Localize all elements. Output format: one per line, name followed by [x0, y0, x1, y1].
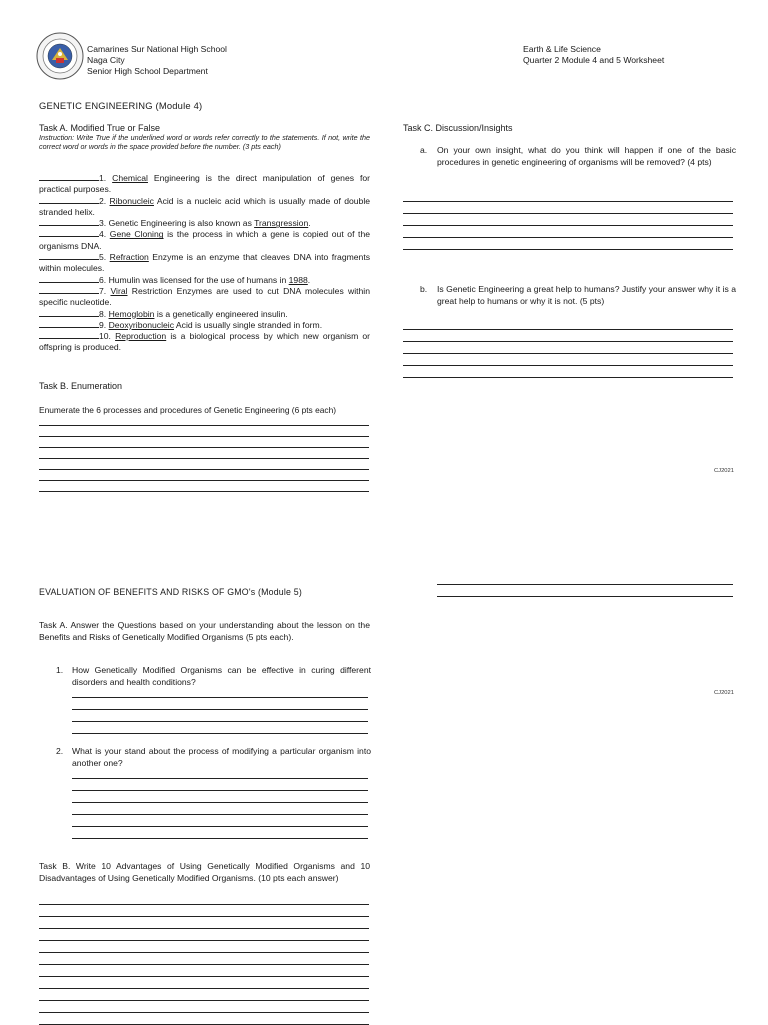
underlined-term: Chemical [112, 173, 148, 183]
tf-item-5: 5. Refraction Enzyme is an enzyme that cleaves DNA into fragments within molecules. [39, 252, 370, 274]
task-b-instruction: Enumerate the 6 processes and procedures of Genetic Engineering (6 pts each) [39, 405, 337, 415]
tf-item-3: 3. Genetic Engineering is also known as Transgression. [39, 218, 370, 229]
tf-item-10: 10. Reproduction is a biological process by which new organism or offspring is produced. [39, 331, 370, 353]
module4-title: GENETIC ENGINEERING (Module 4) [39, 100, 203, 111]
answer-lines-1[interactable] [72, 688, 368, 734]
answer-blank[interactable] [39, 229, 99, 237]
tf-item-6: 6. Humulin was licensed for the use of humans in 1988. [39, 275, 370, 286]
school-logo [36, 32, 84, 80]
answer-blank[interactable] [39, 320, 99, 328]
underlined-term: Reproduction [115, 331, 167, 342]
answer-blank[interactable] [39, 286, 99, 294]
answer-lines-2[interactable] [72, 769, 368, 839]
answer-blank[interactable] [39, 218, 99, 226]
question-a-text: On your own insight, what do you think will happen if one of the basic procedures in genetic engineering of organisms will be removed? (4 pts) [437, 145, 736, 167]
page-footer-code: CJ2021 [714, 468, 734, 474]
module5-task-a-intro: Task A. Answer the Questions based on your understanding about the lesson on the Benefits and Risks of Genetically Modified Organisms (5 pts each). [39, 620, 370, 642]
answer-blank[interactable] [39, 196, 99, 204]
module5-title: EVALUATION OF BENEFITS AND RISKS OF GMO's (Module 5) [39, 587, 303, 597]
tf-item-8: 8. Hemoglobin is a genetically engineered insulin. [39, 309, 370, 320]
answer-blank[interactable] [39, 173, 99, 181]
tf-item-1: 1. Chemical Engineering is the direct manipulation of genes for practical purposes. [39, 173, 371, 195]
school-city: Naga City [87, 55, 125, 65]
question-a-marker: a. [420, 145, 428, 155]
task-b-title: Task B. Enumeration [39, 381, 123, 391]
continued-answer-lines[interactable] [437, 573, 733, 597]
task-c-title: Task C. Discussion/Insights [403, 123, 513, 133]
question-b-text: Is Genetic Engineering a great help to humans? Justify your answer why it is a great help to humans or why it is not. (5 pts) [437, 284, 736, 306]
answer-blank[interactable] [39, 252, 99, 260]
underlined-term: Hemoglobin [108, 308, 155, 319]
underlined-term: 1988 [288, 274, 308, 285]
answer-blank[interactable] [39, 309, 99, 317]
tf-item-2: 2. Ribonucleic Acid is a nucleic acid which is usually made of double stranded helix. [39, 195, 371, 217]
tf-item-9: 9. Deoxyribonucleic Acid is usually single stranded in form. [39, 320, 370, 331]
question-2-marker: 2. [56, 746, 64, 756]
subject-name: Earth & Life Science [523, 44, 601, 54]
enumeration-answer-lines[interactable] [39, 415, 369, 485]
underlined-term: Refraction [109, 252, 149, 263]
answer-lines-a[interactable] [403, 192, 733, 250]
underlined-term: Gene Cloning [109, 229, 164, 240]
answer-blank[interactable] [39, 275, 99, 283]
tf-item-4: 4. Gene Cloning is the process in which a gene is copied out of the organisms DNA. [39, 229, 370, 251]
question-2-text: What is your stand about the process of modifying a particular organism into another one? [72, 746, 371, 768]
question-1-marker: 1. [56, 665, 64, 675]
school-department: Senior High School Department [87, 66, 208, 76]
question-1-text: How Genetically Modified Organisms can be effective in curing different disorders and health conditions? [72, 665, 371, 687]
question-b-marker: b. [420, 284, 428, 294]
underlined-term: Transgression [254, 218, 309, 229]
answer-blank[interactable] [39, 331, 99, 339]
task-a-instruction: Instruction: Write True if the underlined word or words refer correctly to the statements. If not, write the correct word or words in the space provided before the number. (3 pts each) [39, 133, 370, 151]
worksheet-title: Quarter 2 Module 4 and 5 Worksheet [523, 55, 665, 65]
underlined-term: Ribonucleic [109, 195, 154, 206]
answer-lines-b[interactable] [403, 318, 733, 378]
module5-task-b-title: Task B. Write 10 Advantages of Using Genetically Modified Organisms and 10 Disadvantages of Using Genetically Modified Organisms. (10 pts each answer) [39, 861, 370, 883]
true-false-list [39, 173, 370, 354]
school-name: Camarines Sur National High School [87, 44, 227, 54]
page-footer-code-2: CJ2021 [714, 690, 734, 696]
underlined-term: Deoxyribonucleic [108, 319, 175, 330]
underlined-term: Viral [110, 285, 128, 296]
task-a-title: Task A. Modified True or False [39, 123, 161, 133]
advantages-answer-lines[interactable] [39, 895, 369, 1025]
tf-item-7: 7. Viral Restriction Enzymes are used to cut DNA molecules within specific nucleotide. [39, 285, 370, 308]
